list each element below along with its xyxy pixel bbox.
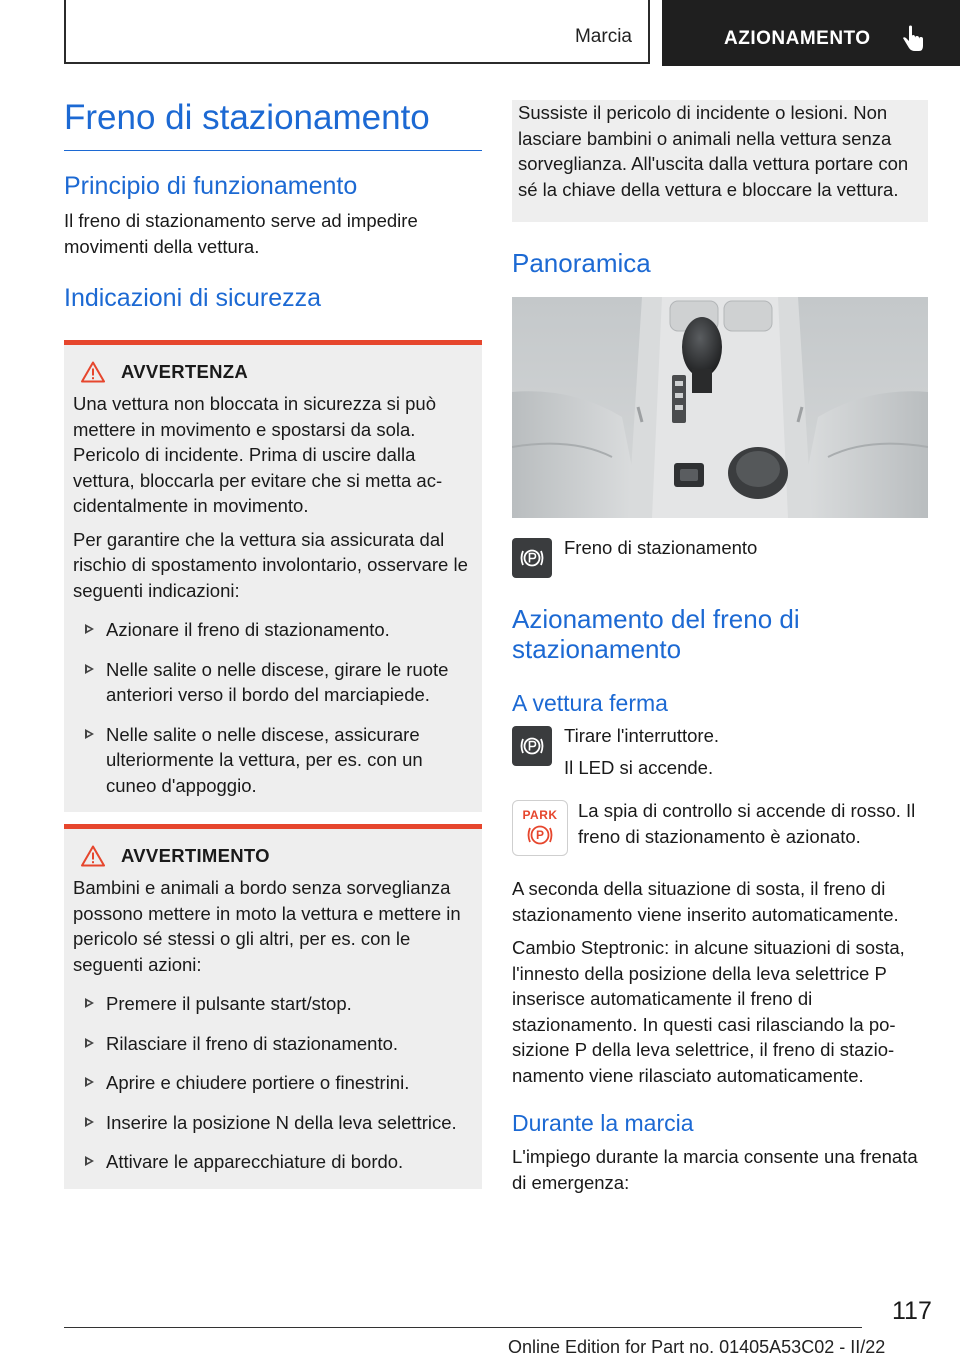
edition-footer: Online Edition for Part no. 01405A53C02 - II/22 (508, 1337, 886, 1357)
left-column (64, 96, 482, 1189)
principle-text: Il freno di stazionamento serve ad impedire movimenti della vettura. (64, 210, 418, 257)
warning-list (73, 991, 472, 1175)
warning-continuation (512, 100, 928, 222)
park-indicator-icon (512, 800, 568, 856)
warning-text: Una vettura non bloccata in sicurezza si può mettere in movimento e spostarsi da sola. Pericolo di incidente. Prima di uscire dalla vettura, bloccarla per evitare che si metta accidentalmente in movimento. (73, 393, 443, 516)
footer-rule (64, 1327, 862, 1328)
warning-text: Sussiste il pericolo di incidente o lesioni. Non lasciare bambini o animali nella vettura senza sorveglianza. All'uscita dalla vettura portare con sé la chiave della vettura e bloccare la vettura. (518, 102, 909, 200)
list-item: Attivare le apparecchiature di bordo. (73, 1149, 472, 1175)
warning-title: AVVERTENZA (121, 361, 249, 382)
operation-heading: Azionamento del freno di stazionamento (512, 604, 800, 664)
warning-header (73, 361, 472, 383)
list-item: Inserire la posizione N della leva selettrice. (73, 1110, 472, 1136)
driving-text: L'impiego durante la marcia consente una frenata di emergenza: (512, 1146, 918, 1193)
center-console-illustration (512, 297, 928, 518)
list-item: Rilasciare il freno di stazionamento. (73, 1031, 472, 1057)
warning-title: AVVERTIMENTO (121, 845, 270, 866)
list-item: Nelle salite o nelle discese, girare le ruote anteriori verso il bordo del marciapiede. (73, 657, 472, 708)
standstill-heading: A vettura ferma (512, 690, 668, 716)
list-item: Nelle salite o nelle discese, assicurare ulteriormente la vettura, per es. con un cuneo d'appoggio. (73, 722, 472, 799)
center-console-photo (512, 297, 928, 518)
safety-heading: Indicazioni di sicurezza (64, 284, 322, 312)
overview-heading: Panoramica (512, 248, 651, 278)
standstill-step (512, 726, 928, 780)
principle-heading: Principio di funzionamento (64, 172, 358, 200)
warning-text: Per garantire che la vettura sia assicurata dal rischio di spostamento involontario, osservare le seguenti indicazioni: (73, 528, 468, 601)
park-indicator-label: PARK (522, 807, 558, 822)
step-text: Tirare l'interruttore. (564, 725, 720, 746)
driving-heading: Durante la marcia (512, 1110, 694, 1136)
warning-box-avvertimento (64, 824, 482, 1189)
warning-triangle-icon (81, 361, 105, 383)
auto-text: A seconda della situazione di sosta, il freno di stazionamento viene inserito automaticamente. (512, 878, 899, 925)
park-indicator-row (512, 800, 928, 856)
page-header (0, 0, 960, 66)
chapter-label: AZIONAMENTO (724, 28, 871, 49)
parking-brake-button-icon (512, 538, 552, 578)
list-item: Premere il pulsante start/stop. (73, 991, 472, 1017)
warning-triangle-icon (81, 845, 105, 867)
park-indicator-symbol: P (535, 827, 544, 842)
hand-pointer-icon (898, 24, 928, 54)
park-indicator-text: La spia di controllo si accende di rosso. Il freno di stazionamento è azionato. (578, 800, 916, 847)
right-column (512, 100, 928, 1195)
warning-header (73, 845, 472, 867)
warning-list (73, 617, 472, 798)
page-number: 117 (892, 1297, 932, 1325)
list-item: Azionare il freno di stazionamento. (73, 617, 472, 643)
step-text: Il LED si accende. (564, 756, 714, 778)
section-tab (64, 0, 650, 64)
list-item: Aprire e chiudere portiere o finestrini. (73, 1070, 472, 1096)
steptronic-text: Cambio Steptronic: in alcune situazioni di sosta, l'innesto della posizione della leva selettrice P inserisce automaticamente il freno di stazionamento. In questi casi rilasciando la posizione P della leva selettrice, il freno di stazionamento viene rilasciato automaticamente. (512, 937, 905, 1086)
overview-item (512, 538, 928, 578)
section-label: Marcia (574, 26, 632, 47)
chapter-tab (662, 0, 960, 66)
overview-caption: Freno di stazionamento (564, 537, 758, 558)
parking-brake-button-icon (512, 726, 552, 766)
page-title: Freno di stazionamento (64, 96, 482, 151)
warning-text: Bambini e animali a bordo senza sorveglianza possono mettere in moto la vettura e mettere in pericolo sé stessi o gli altri, per es. con le seguenti azioni: (73, 877, 461, 975)
warning-box-avvertenza (64, 340, 482, 812)
